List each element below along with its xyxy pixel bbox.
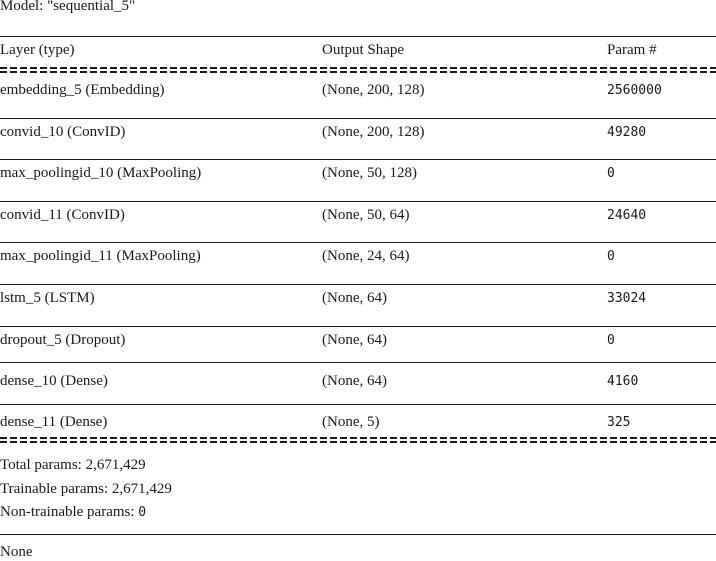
- total-params: Total params: 2,671,429: [0, 457, 146, 473]
- return-value: None: [0, 544, 33, 560]
- row-param-count: 49280: [607, 125, 647, 140]
- non-trainable-value: 0: [138, 505, 147, 520]
- header-output-shape: Output Shape: [322, 42, 405, 58]
- row-output-shape: (None, 64): [322, 290, 387, 306]
- row-divider: [0, 284, 716, 285]
- row-param-count: 0: [607, 333, 615, 348]
- row-layer-name: max_poolingid_10 (MaxPooling): [0, 165, 202, 181]
- row-output-shape: (None, 50, 64): [322, 207, 410, 223]
- non-trainable-params: [0, 503, 146, 522]
- row-output-shape: (None, 50, 128): [322, 165, 417, 181]
- row-param-count: 0: [607, 249, 615, 264]
- row-param-count: 4160: [607, 374, 639, 389]
- row-divider: [0, 404, 716, 405]
- row-param-count: 325: [607, 415, 631, 430]
- row-layer-name: dense_11 (Dense): [0, 414, 108, 430]
- row-divider: [0, 242, 716, 243]
- row-output-shape: (None, 200, 128): [322, 82, 425, 98]
- top-rule: [0, 36, 716, 37]
- header-params: Param #: [607, 42, 657, 58]
- row-param-count: 0: [607, 166, 615, 181]
- header-double-rule: [0, 66, 716, 74]
- model-title: Model: "sequential_5": [0, 0, 136, 14]
- row-param-count: 2560000: [607, 83, 662, 98]
- row-output-shape: (None, 200, 128): [322, 124, 425, 140]
- row-divider: [0, 362, 716, 363]
- row-layer-name: max_poolingid_11 (MaxPooling): [0, 248, 201, 264]
- trainable-params: Trainable params: 2,671,429: [0, 481, 172, 497]
- row-divider: [0, 201, 716, 202]
- row-layer-name: convid_10 (ConvID): [0, 124, 126, 140]
- row-divider: [0, 159, 716, 160]
- row-layer-name: dropout_5 (Dropout): [0, 332, 126, 348]
- row-param-count: 33024: [607, 291, 647, 306]
- non-trainable-label: Non-trainable params:: [0, 504, 139, 520]
- footer-double-rule: [0, 436, 716, 444]
- row-layer-name: convid_11 (ConvID): [0, 207, 125, 223]
- row-output-shape: (None, 64): [322, 332, 387, 348]
- row-param-count: 24640: [607, 208, 647, 223]
- row-divider: [0, 118, 716, 119]
- row-output-shape: (None, 5): [322, 414, 380, 430]
- row-layer-name: lstm_5 (LSTM): [0, 290, 95, 306]
- row-output-shape: (None, 24, 64): [322, 248, 410, 264]
- row-divider: [0, 326, 716, 327]
- row-output-shape: (None, 64): [322, 373, 387, 389]
- bottom-rule: [0, 534, 716, 535]
- row-layer-name: embedding_5 (Embedding): [0, 82, 165, 98]
- row-layer-name: dense_10 (Dense): [0, 373, 108, 389]
- header-layer: Layer (type): [0, 42, 75, 58]
